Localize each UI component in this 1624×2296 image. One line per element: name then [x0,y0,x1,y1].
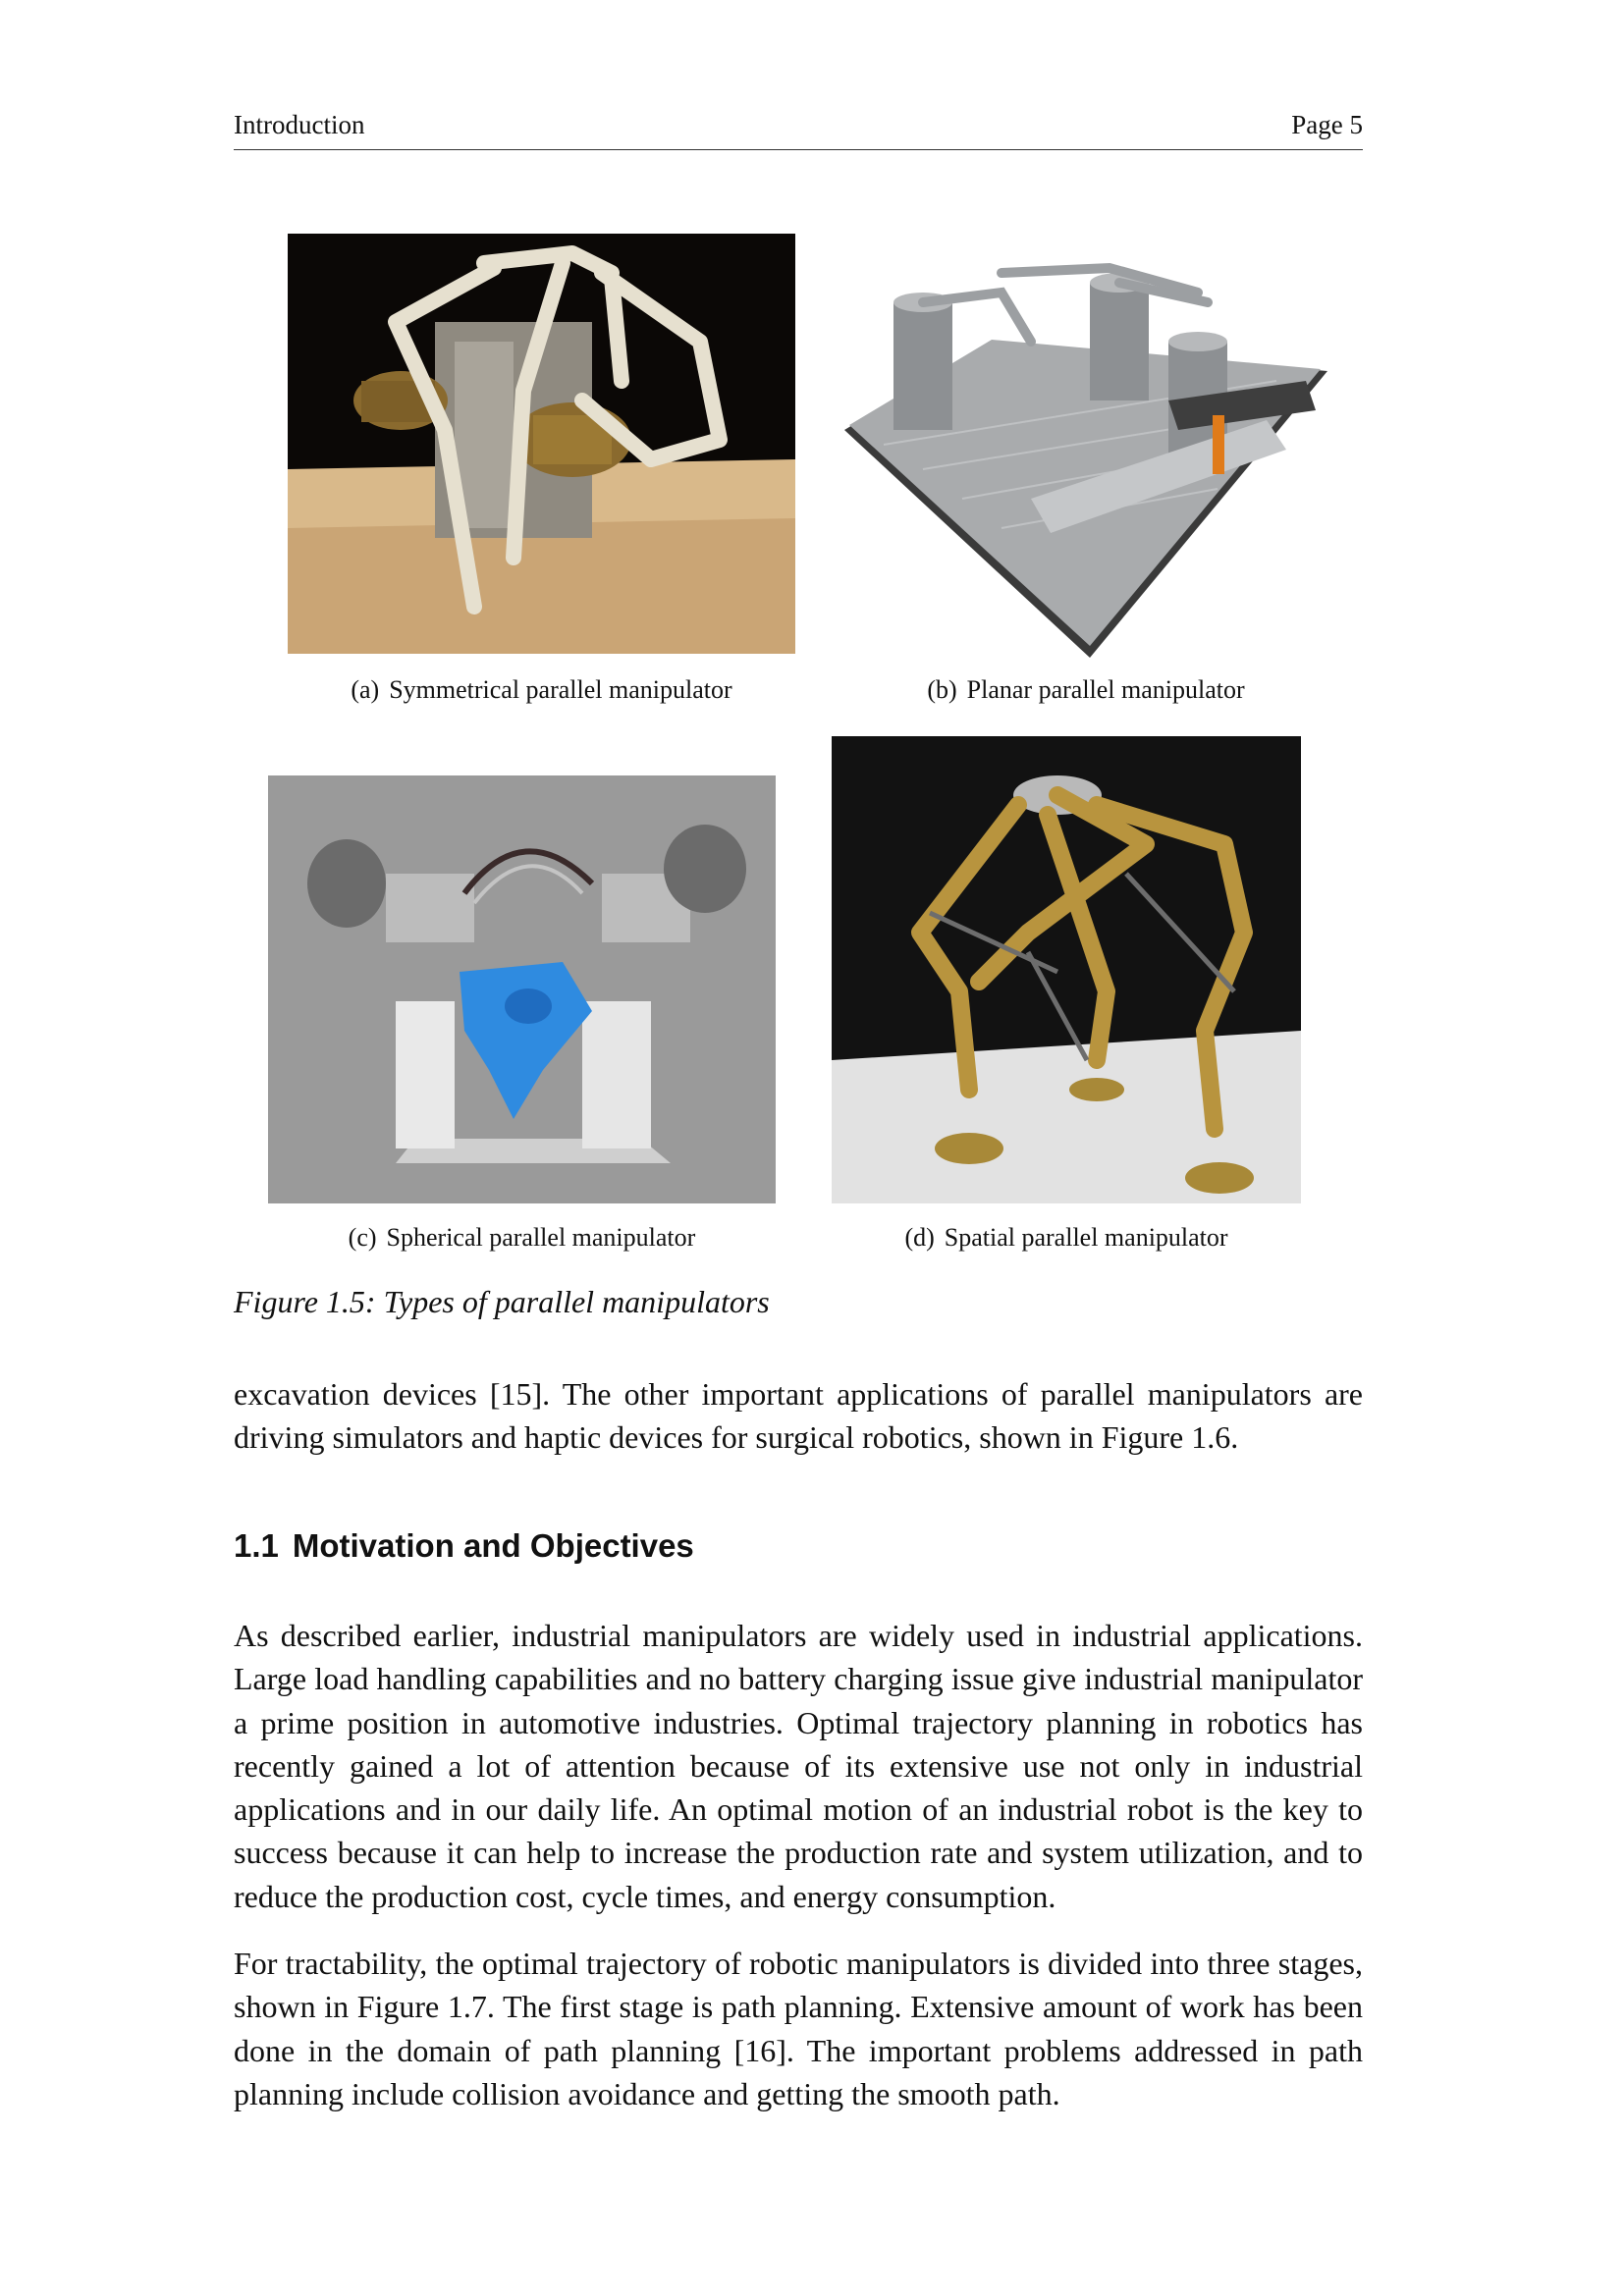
header-page-number: Page 5 [1291,110,1363,139]
header-chapter-title: Introduction [234,110,365,139]
subfigure-tag: (b) [927,675,957,704]
subfigure-label: Symmetrical parallel manipulator [389,675,732,704]
body-paragraph: excavation devices [15]. The other important applications of parallel manipulators are driving simulators and haptic devices for surgical robotics, shown in Figure 1.6. [234,1376,1363,1456]
section-heading [234,1527,694,1565]
spherical-manipulator-photo [268,775,776,1203]
subfigure-label: Spherical parallel manipulator [386,1223,696,1252]
subfigure-tag: (a) [351,675,380,704]
subfigure-caption-b [844,675,1327,705]
symmetrical-manipulator-photo [288,234,795,654]
spatial-manipulator-photo [832,736,1301,1203]
body-paragraph: As described earlier, industrial manipulators are widely used in industrial applications. Large load handling capabilities and no battery charging issue give industrial manipulator a prime position in automotive industries. Optimal trajectory planning in robotics has recently gained a lot of attention because of its extensive use not only in industrial applications and in our daily life. An optimal motion of an industrial robot is the key to success because it can help to increase the production rate and system utilization, and to reduce the production cost, cycle times, and energy consumption. [234,1618,1363,1914]
subfigure-tag: (d) [904,1223,935,1252]
subfigure-caption-a [288,675,795,705]
figure-caption: Figure 1.5: Types of parallel manipulators [234,1284,770,1319]
section-number: 1.1 [234,1527,279,1564]
subfigure-caption-c [268,1223,776,1253]
subfigure-label: Spatial parallel manipulator [944,1223,1228,1252]
running-header [234,110,1363,150]
section-title: Motivation and Objectives [292,1527,694,1564]
subfigure-tag: (c) [348,1223,377,1252]
body-paragraph: For tractability, the optimal trajectory of robotic manipulators is divided into three stages, shown in Figure 1.7. The first stage is path planning. Extensive amount of work has been done in the domain of path planning [16]. The important problems addressed in path planning include collision avoidance and getting the smooth path. [234,1946,1363,2111]
subfigure-label: Planar parallel manipulator [966,675,1245,704]
planar-manipulator-photo [844,234,1327,658]
subfigure-caption-d [832,1223,1301,1253]
